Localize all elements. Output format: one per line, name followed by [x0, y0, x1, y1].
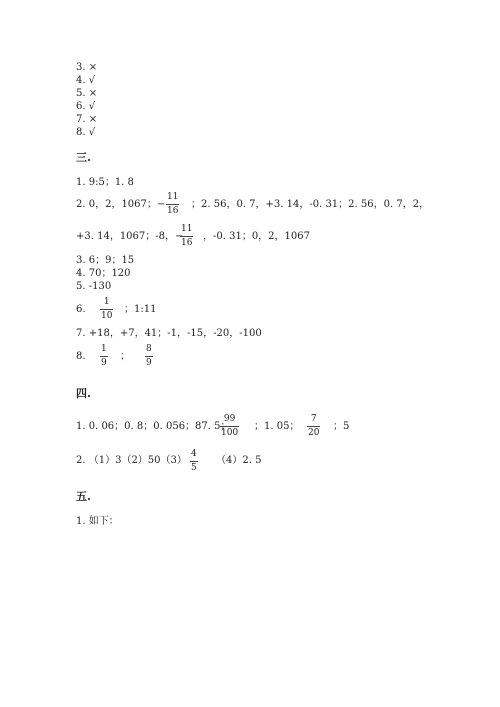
fraction	[100, 297, 113, 322]
fraction	[100, 344, 108, 369]
fraction	[180, 224, 193, 249]
answer-line-7	[76, 114, 97, 126]
numerator: 11	[181, 224, 193, 234]
fraction-bar	[100, 309, 113, 310]
denominator: 100	[221, 428, 239, 438]
fraction-bar	[190, 461, 198, 462]
item-number: 5.	[76, 88, 86, 99]
answer-4-1-part2: ；1. 05；	[254, 421, 300, 432]
answer-5-1: 1. 如下：	[76, 516, 119, 527]
answer-3-8-prefix: 8.	[76, 351, 86, 362]
item-number: 4.	[76, 75, 86, 86]
check-mark: √	[88, 101, 96, 112]
numerator: 11	[167, 192, 179, 202]
fraction-bar	[145, 356, 153, 357]
item-number: 6.	[76, 101, 86, 112]
item-number: 3.	[76, 62, 86, 73]
numerator: 1	[101, 344, 107, 354]
denominator: 10	[101, 311, 113, 321]
answer-3-3: 3. 6；9；15	[76, 255, 135, 266]
numerator: 8	[146, 344, 152, 354]
numerator: 99	[223, 414, 236, 424]
answer-line-6	[76, 101, 95, 113]
answer-3-5: 5. -130	[76, 281, 112, 292]
denominator: 20	[308, 428, 320, 438]
denominator: 16	[167, 206, 179, 216]
answer-3-7: 7. +18，+7，41；-1，-15，-20，-100	[76, 328, 262, 339]
answer-line-5	[76, 88, 97, 100]
denominator: 5	[191, 463, 197, 473]
cross-mark: ×	[88, 88, 98, 99]
denominator: 9	[146, 358, 152, 368]
answer-3-8-sep: ；	[120, 351, 130, 362]
check-mark: √	[88, 75, 96, 86]
answer-3-2-line2-part1: +3. 14，1067；-8，−	[76, 231, 184, 242]
answer-3-6-suffix: ；1:11	[124, 304, 157, 315]
fraction	[166, 192, 179, 217]
numerator: 7	[310, 414, 317, 424]
fraction-bar	[166, 204, 179, 205]
fraction	[220, 414, 239, 439]
fraction	[145, 344, 153, 369]
cross-mark: ×	[88, 62, 98, 73]
denominator: 16	[181, 238, 193, 248]
answer-3-6-prefix: 6.	[76, 304, 86, 315]
check-mark: √	[88, 127, 96, 138]
fraction-bar	[307, 426, 320, 427]
answer-4-2-part1: 2. （1）3（2）50（3）	[76, 455, 187, 466]
item-number: 8.	[76, 127, 86, 138]
answer-line-8	[76, 127, 95, 139]
answer-3-2-part1: 2. 0，2，1067；−	[76, 199, 166, 210]
fraction-bar	[180, 236, 193, 237]
answer-3-2-line2-part2: ，-0. 31；0，2，1067	[203, 231, 310, 242]
answer-line-4	[76, 75, 95, 87]
fraction	[190, 449, 198, 474]
numerator: 1	[103, 297, 110, 307]
answer-4-1-part1: 1. 0. 06；0. 8；0. 056；87. 5；	[76, 421, 231, 432]
fraction-bar	[220, 426, 239, 427]
section-heading-4: 四.	[76, 387, 91, 400]
answer-3-2-part2: ；2. 56，0. 7，+3. 14，-0. 31；2. 56，0. 7，2，	[191, 199, 430, 210]
section-heading-5: 五.	[76, 490, 91, 503]
cross-mark: ×	[88, 114, 98, 125]
answer-3-4: 4. 70；120	[76, 268, 131, 279]
item-number: 7.	[76, 114, 86, 125]
answer-4-2-part2: （4）2. 5	[216, 455, 262, 466]
numerator: 4	[191, 449, 197, 459]
answer-4-1-part3: ；5	[333, 421, 350, 432]
section-heading-3: 三.	[76, 151, 91, 164]
answer-line-3	[76, 62, 97, 74]
fraction-bar	[100, 356, 108, 357]
answer-3-1: 1. 9:5；1. 8	[76, 177, 134, 188]
fraction	[307, 414, 320, 439]
denominator: 9	[101, 358, 107, 368]
